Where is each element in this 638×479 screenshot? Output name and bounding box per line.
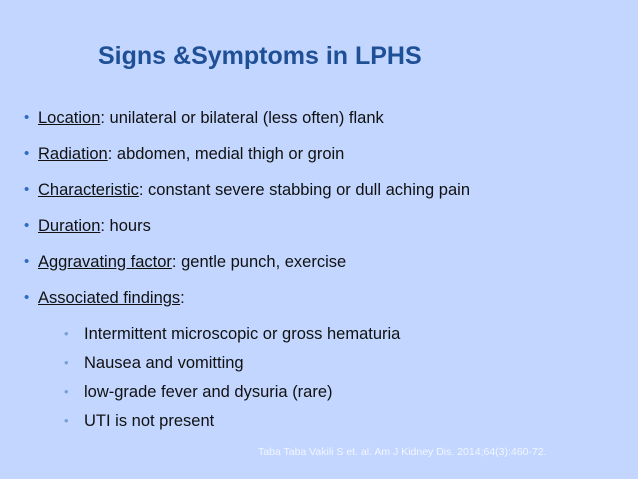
- item-text: :: [180, 289, 185, 307]
- bullet-icon: •: [64, 326, 69, 341]
- bullet-icon: •: [64, 384, 69, 399]
- bullet-icon: •: [24, 181, 30, 198]
- sub-item-text: Nausea and vomitting: [84, 354, 244, 372]
- sub-item-text: Intermittent microscopic or gross hematuria: [84, 325, 401, 343]
- citation: Taba Taba Vakili S et. al. Am J Kidney Dis. 2014;64(3):460-72.: [258, 446, 547, 458]
- bullet-icon: •: [24, 289, 30, 306]
- bullet-icon: •: [24, 253, 30, 270]
- sub-list-item: [64, 351, 624, 380]
- item-text: : hours: [100, 217, 151, 235]
- bullet-icon: •: [24, 145, 30, 162]
- bullet-list: [24, 106, 624, 438]
- sub-item-text: low-grade fever and dysuria (rare): [84, 383, 333, 401]
- list-item: [24, 286, 624, 322]
- bullet-icon: •: [24, 109, 30, 126]
- list-item: [24, 142, 624, 178]
- sub-list-item: [64, 380, 624, 409]
- list-item: [24, 214, 624, 250]
- item-text: : unilateral or bilateral (less often) flank: [100, 109, 384, 127]
- item-term: Location: [38, 109, 101, 127]
- item-text: : constant severe stabbing or dull aching pain: [138, 181, 471, 199]
- bullet-icon: •: [24, 217, 30, 234]
- item-text: : gentle punch, exercise: [171, 253, 347, 271]
- slide-title: Signs &Symptoms in LPHS: [98, 42, 422, 70]
- bullet-icon: •: [64, 413, 69, 428]
- list-item: [24, 106, 624, 142]
- list-item: [24, 178, 624, 214]
- item-term: Aggravating factor: [38, 253, 172, 271]
- sub-list-item: [64, 409, 624, 438]
- list-item: [24, 250, 624, 286]
- item-term: Duration: [38, 217, 101, 235]
- sub-item-text: UTI is not present: [84, 412, 215, 430]
- item-term: Associated findings: [38, 289, 181, 307]
- item-text: : abdomen, medial thigh or groin: [107, 145, 345, 163]
- sub-list-item: [64, 322, 624, 351]
- sub-list: [24, 322, 624, 438]
- item-term: Radiation: [38, 145, 108, 163]
- item-term: Characteristic: [38, 181, 139, 199]
- bullet-icon: •: [64, 355, 69, 370]
